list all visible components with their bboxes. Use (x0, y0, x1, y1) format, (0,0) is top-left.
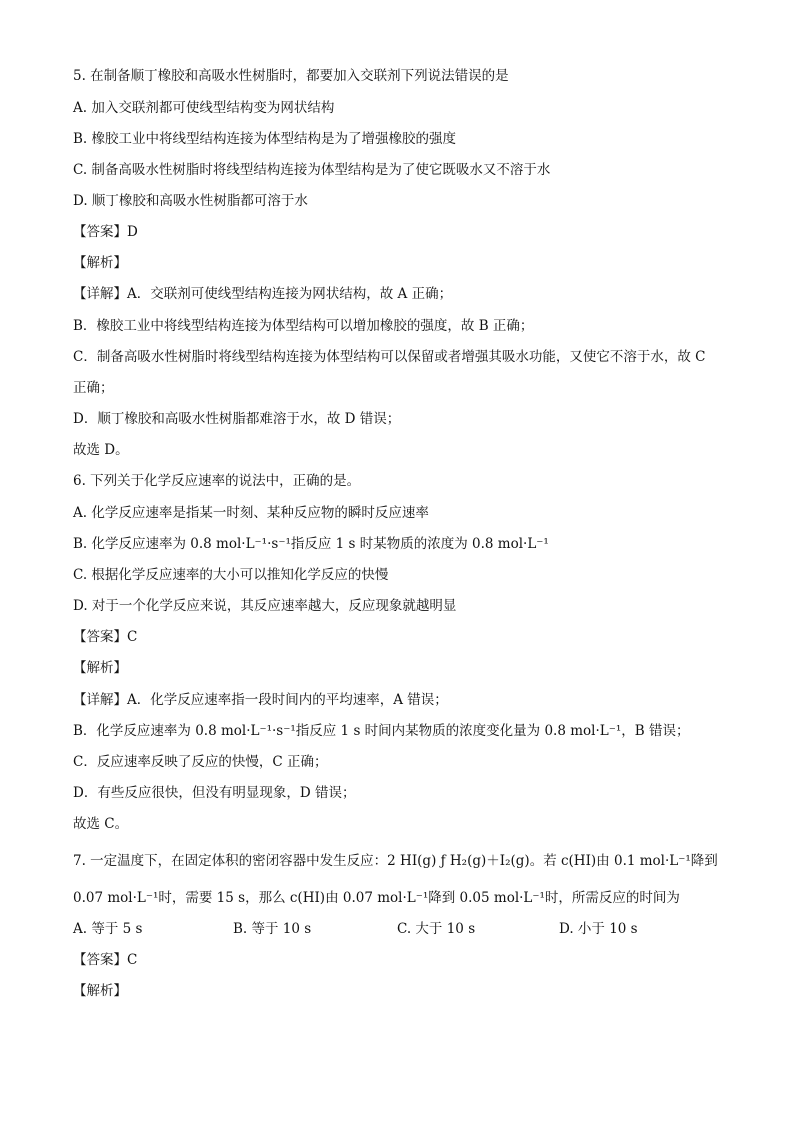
q5-detail-line: C．制备高吸水性树脂时将线型结构连接为体型结构可以保留或者增强其吸水功能，又使它不溶于水，故 C (73, 349, 706, 365)
q7-option-a: A. 等于 5 s (73, 921, 143, 937)
q6-option-d: D. 对于一个化学反应来说，其反应速率越大，反应现象就越明显 (73, 598, 457, 614)
q6-analysis-heading: 【解析】 (73, 660, 127, 676)
q5-option-c: C. 制备高吸水性树脂时将线型结构连接为体型结构是为了使它既吸水又不溶于水 (73, 162, 551, 178)
q7-answer: 【答案】C (73, 952, 138, 968)
q6-answer: 【答案】C (73, 629, 138, 645)
q6-detail-line: B．化学反应速率为 0.8 mol·L⁻¹·s⁻¹指反应 1 s 时间内某物质的浓度变化量为 0.8 mol·L⁻¹，B 错误； (73, 723, 690, 739)
q7-analysis-heading: 【解析】 (73, 983, 127, 999)
q5-analysis-heading: 【解析】 (73, 255, 127, 271)
q6-detail-line: 【详解】A．化学反应速率指一段时间内的平均速率，A 错误； (73, 692, 448, 708)
q7-stem-line1: 7. 一定温度下，在固定体积的密闭容器中发生反应：2 HI(g) ƒ H₂(g)＋I₂(g)。若 c(HI)由 0.1 mol·L⁻¹降到 (73, 853, 718, 869)
q6-option-c: C. 根据化学反应速率的大小可以推知化学反应的快慢 (73, 567, 389, 583)
q6-detail-line: C．反应速率反映了反应的快慢，C 正确； (73, 754, 328, 770)
q5-answer: 【答案】D (73, 224, 138, 240)
q5-option-a: A. 加入交联剂都可使线型结构变为网状结构 (73, 100, 335, 116)
q6-detail-line: D．有些反应很快，但没有明显现象，D 错误； (73, 785, 356, 801)
q6-stem: 6. 下列关于化学反应速率的说法中，正确的是。 (73, 473, 361, 489)
q7-option-b: B. 等于 10 s (233, 921, 312, 937)
q5-option-b: B. 橡胶工业中将线型结构连接为体型结构是为了增强橡胶的强度 (73, 131, 457, 147)
q7-option-d: D. 小于 10 s (559, 921, 638, 937)
q5-detail-line: 正确； (73, 380, 114, 396)
q5-detail-line: B．橡胶工业中将线型结构连接为体型结构可以增加橡胶的强度，故 B 正确； (73, 318, 534, 334)
q6-detail-conclusion: 故选 C。 (73, 816, 129, 832)
q6-option-a: A. 化学反应速率是指某一时刻、某种反应物的瞬时反应速率 (73, 505, 429, 521)
q5-detail-line: 【详解】A．交联剂可使线型结构连接为网状结构，故 A 正确； (73, 286, 453, 302)
q6-option-b: B. 化学反应速率为 0.8 mol·L⁻¹·s⁻¹指反应 1 s 时某物质的浓度为 0.8 mol·L⁻¹ (73, 536, 549, 552)
q5-option-d: D. 顺丁橡胶和高吸水性树脂都可溶于水 (73, 193, 308, 209)
q5-stem: 5. 在制备顺丁橡胶和高吸水性树脂时，都要加入交联剂下列说法错误的是 (73, 68, 509, 84)
q7-option-c: C. 大于 10 s (397, 921, 476, 937)
q7-stem-line2: 0.07 mol·L⁻¹时，需要 15 s，那么 c(HI)由 0.07 mol·L⁻¹降到 0.05 mol·L⁻¹时，所需反应的时间为 (73, 890, 680, 906)
q5-detail-conclusion: 故选 D。 (73, 442, 129, 458)
q5-detail-line: D．顺丁橡胶和高吸水性树脂都难溶于水，故 D 错误； (73, 411, 401, 427)
